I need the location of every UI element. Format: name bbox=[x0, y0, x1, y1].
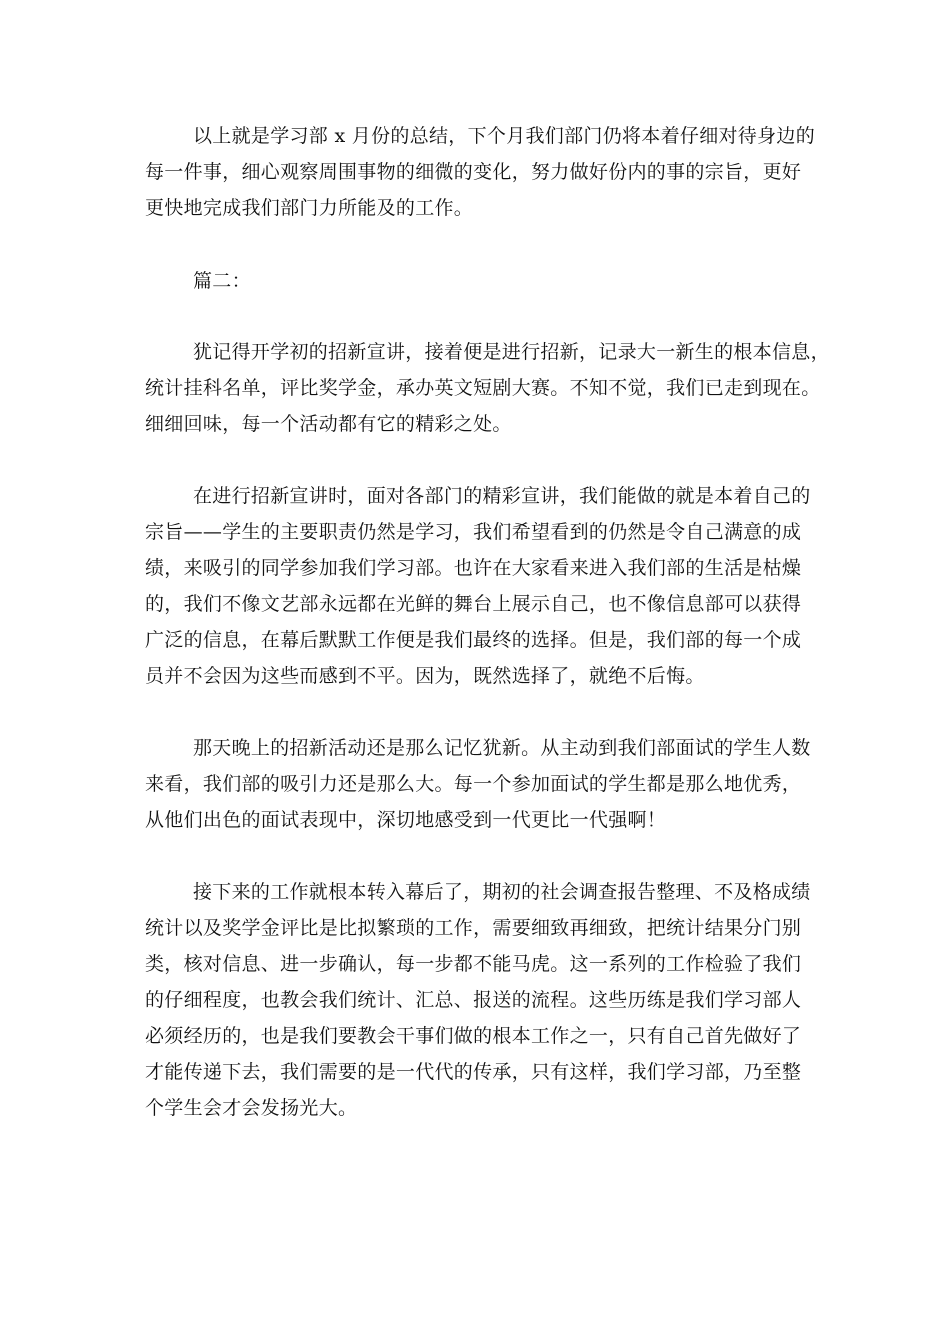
text-line: 每一件事，细心观察周围事物的细微的变化，努力做好份内的事的宗旨，更好 bbox=[145, 161, 802, 183]
text-line: 统计挂科名单，评比奖学金，承办英文短剧大赛。不知不觉，我们已走到现在。 bbox=[145, 377, 821, 399]
paragraph-recruitment-intro bbox=[145, 334, 830, 442]
text-line: 更快地完成我们部门力所能及的工作。 bbox=[145, 197, 474, 219]
text-line: 以上就是学习部 x 月份的总结，下个月我们部门仍将本着仔细对待身边的 bbox=[193, 125, 815, 147]
text-line: 才能传递下去，我们需要的是一代代的传承，只有这样，我们学习部，乃至整 bbox=[145, 1061, 802, 1083]
text-line: 接下来的工作就根本转入幕后了，期初的社会调查报告整理、不及格成绩 bbox=[193, 881, 811, 903]
text-line: 的，我们不像文艺部永远都在光鲜的舞台上展示自己，也不像信息部可以获得 bbox=[145, 593, 802, 615]
text-line: 从他们出色的面试表现中，深切地感受到一代更比一代强啊！ bbox=[145, 809, 667, 831]
text-line: 宗旨——学生的主要职责仍然是学习，我们希望看到的仍然是令自己满意的成 bbox=[145, 521, 802, 543]
text-line: 广泛的信息，在幕后默默工作便是我们最终的选择。但是，我们部的每一个成 bbox=[145, 629, 802, 651]
text-line: 细细回味，每一个活动都有它的精彩之处。 bbox=[145, 413, 512, 435]
text-line: 在进行招新宣讲时，面对各部门的精彩宣讲，我们能做的就是本着自己的 bbox=[193, 485, 811, 507]
text-line: 犹记得开学初的招新宣讲，接着便是进行招新，记录大一新生的根本信息， bbox=[193, 341, 830, 363]
text-line: 那天晚上的招新活动还是那么记忆犹新。从主动到我们部面试的学生人数 bbox=[193, 737, 811, 759]
text-line: 绩，来吸引的同学参加我们学习部。也许在大家看来进入我们部的生活是枯燥 bbox=[145, 557, 802, 579]
text-line: 来看，我们部的吸引力还是那么大。每一个参加面试的学生都是那么地优秀， bbox=[145, 773, 802, 795]
paragraph-behind-scenes bbox=[145, 874, 820, 1126]
text-line: 个学生会才会发扬光大。 bbox=[145, 1097, 358, 1119]
text-line: 员并不会因为这些而感到不平。因为，既然选择了，就绝不后悔。 bbox=[145, 665, 705, 687]
paragraph-summary bbox=[145, 118, 820, 226]
paragraph-interview-night bbox=[145, 730, 820, 838]
text-line: 统计以及奖学金评比是比拟繁琐的工作，需要细致再细致，把统计结果分门别 bbox=[145, 917, 802, 939]
paragraph-presentation bbox=[145, 478, 820, 694]
text-line: 类，核对信息、进一步确认，每一步都不能马虎。这一系列的工作检验了我们 bbox=[145, 953, 802, 975]
section-heading-text: 篇二： bbox=[193, 270, 251, 292]
section-heading bbox=[145, 263, 820, 299]
text-line: 的仔细程度，也教会我们统计、汇总、报送的流程。这些历练是我们学习部人 bbox=[145, 989, 802, 1011]
text-line: 必须经历的，也是我们要教会干事们做的根本工作之一，只有自己首先做好了 bbox=[145, 1025, 802, 1047]
